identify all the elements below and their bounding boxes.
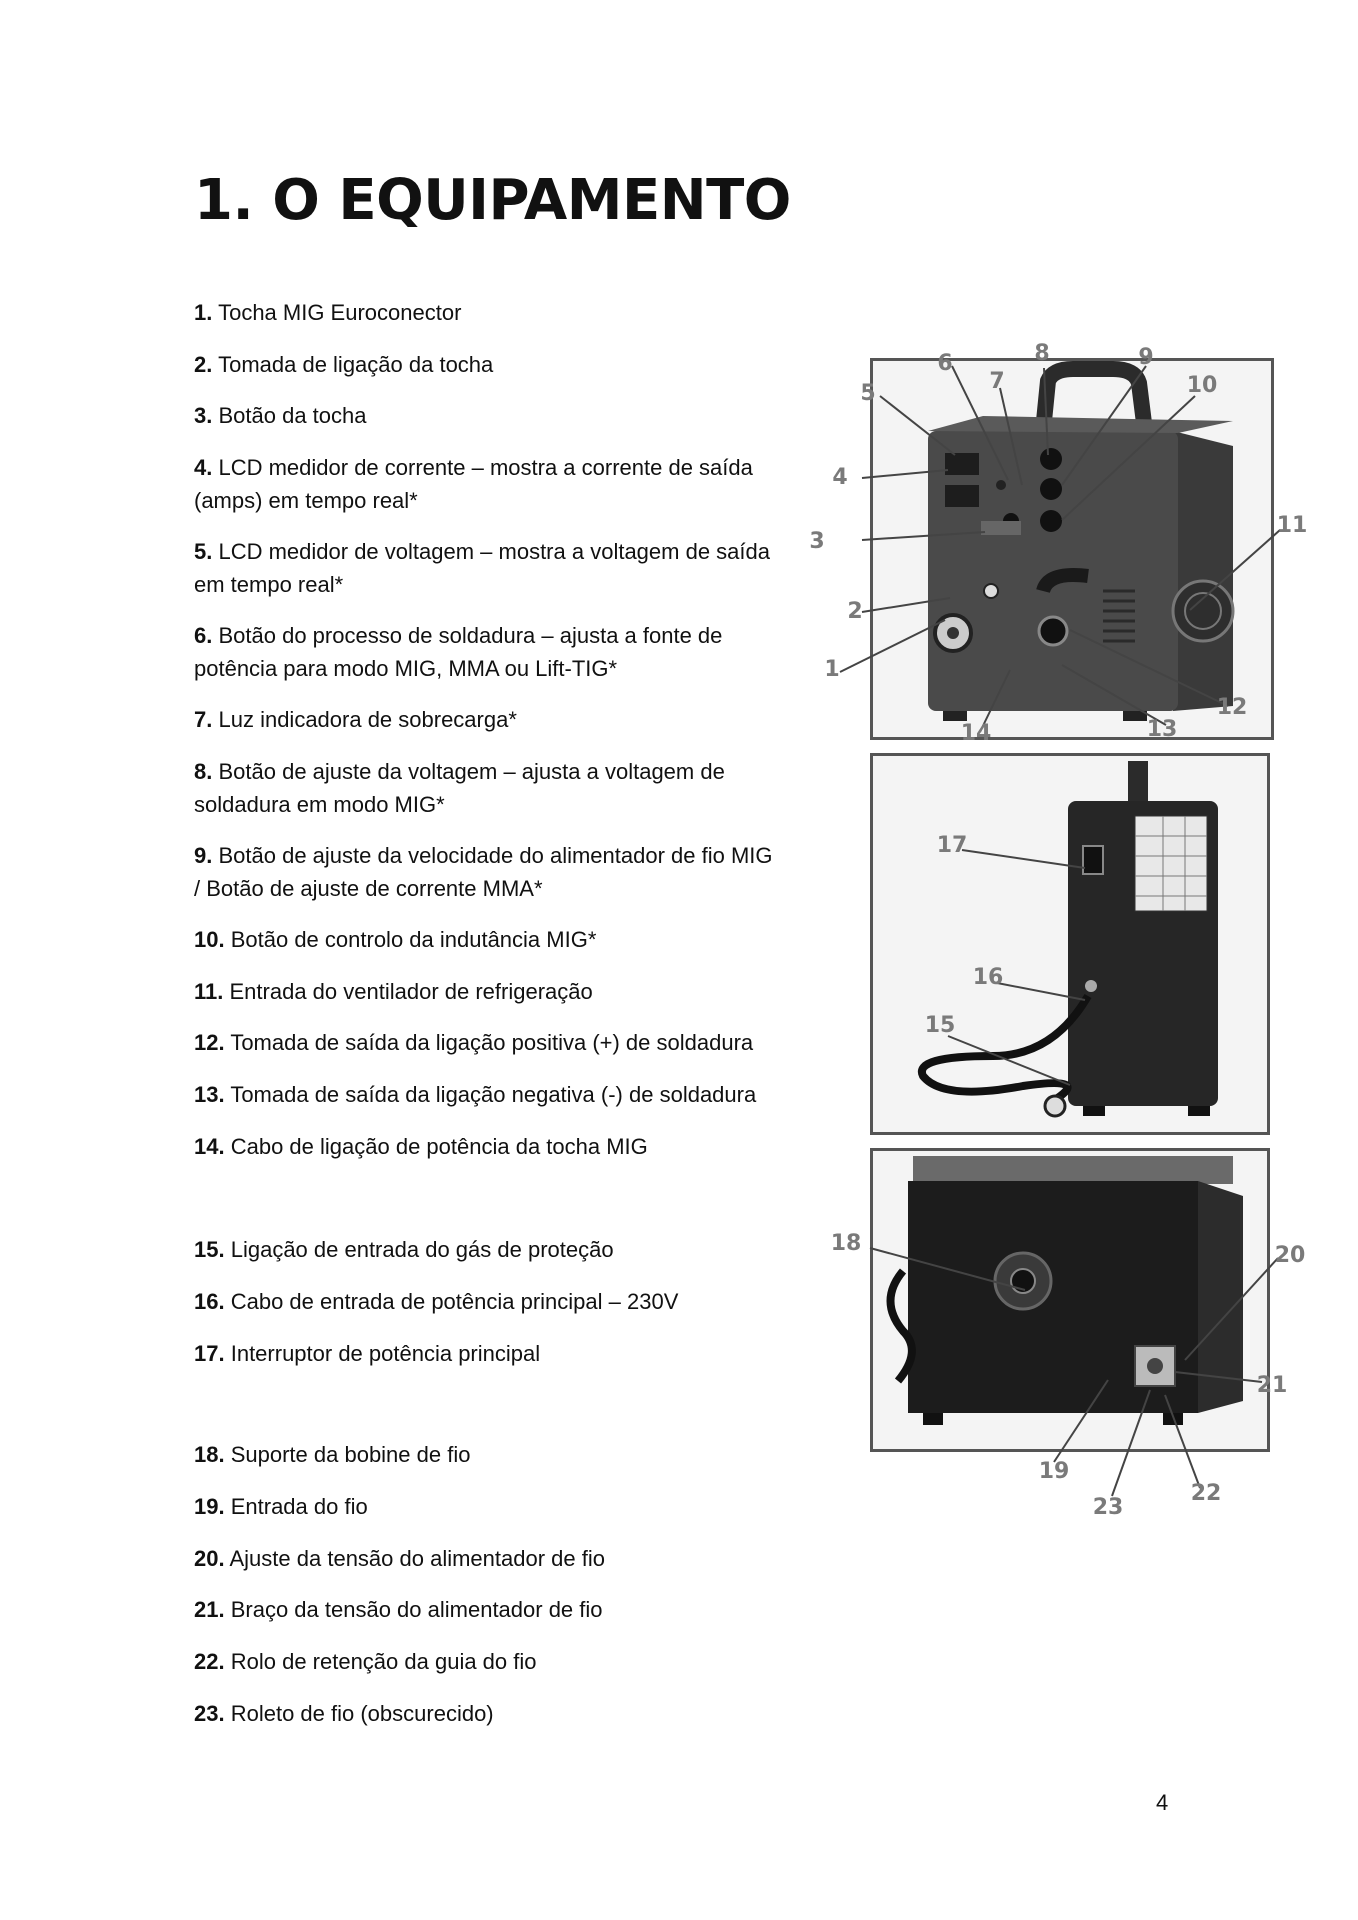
item-number: 5. (194, 539, 213, 564)
item-number: 8. (194, 759, 213, 784)
item-text: LCD medidor de voltagem – mostra a voltagem de saída em tempo real* (194, 539, 770, 597)
list-item (194, 923, 784, 956)
item-text: Tomada de saída da ligação positiva (+) de soldadura (230, 1030, 754, 1055)
list-item (194, 1233, 784, 1266)
item-number: 9. (194, 843, 213, 868)
item-text: Braço da tensão do alimentador de fio (230, 1597, 603, 1622)
item-number: 10. (194, 927, 225, 952)
callout-5: 5 (860, 381, 876, 406)
list-item (194, 703, 784, 736)
interior-view-illustration (873, 1151, 1267, 1449)
item-number: 11. (194, 979, 224, 1004)
list-item (194, 1593, 784, 1626)
rear-view-illustration (873, 756, 1267, 1132)
list-item (194, 399, 784, 432)
item-number: 6. (194, 623, 213, 648)
list-item (194, 1697, 784, 1730)
list-item (194, 1490, 784, 1523)
item-number: 18. (194, 1442, 225, 1467)
item-text: Cabo de ligação de potência da tocha MIG (230, 1134, 648, 1159)
item-number: 4. (194, 455, 213, 480)
item-text: Botão da tocha (218, 403, 367, 428)
item-text: Tomada de ligação da tocha (218, 352, 494, 377)
callout-16: 16 (972, 965, 1004, 990)
callout-15: 15 (924, 1013, 956, 1038)
item-number: 7. (194, 707, 213, 732)
list-item (194, 451, 784, 517)
page-number: 4 (1156, 1790, 1169, 1815)
callout-3: 3 (809, 529, 825, 554)
item-text: Suporte da bobine de fio (230, 1442, 471, 1467)
front-view-illustration (873, 361, 1271, 737)
list-item (194, 1285, 784, 1318)
item-text: Botão de ajuste da velocidade do alimentador de fio MIG / Botão de ajuste de corrente MMA* (194, 843, 773, 901)
page-title: 1. O EQUIPAMENTO (194, 168, 791, 233)
list-item (194, 1026, 784, 1059)
item-number: 14. (194, 1134, 225, 1159)
list-item (194, 535, 784, 601)
item-number: 2. (194, 352, 213, 377)
callout-9: 9 (1138, 345, 1154, 370)
callout-13: 13 (1146, 717, 1178, 742)
item-text: Botão de controlo da indutância MIG* (230, 927, 597, 952)
rear-view-figure (870, 753, 1270, 1135)
list-item (194, 619, 784, 685)
item-number: 3. (194, 403, 213, 428)
list-item (194, 296, 784, 329)
item-text: Rolo de retenção da guia do fio (230, 1649, 537, 1674)
item-text: Ajuste da tensão do alimentador de fio (229, 1546, 605, 1571)
item-text: Roleto de fio (obscurecido) (230, 1701, 494, 1726)
item-text: Botão de ajuste da voltagem – ajusta a voltagem de soldadura em modo MIG* (194, 759, 725, 817)
item-text: Interruptor de potência principal (230, 1341, 541, 1366)
front-view-figure (870, 358, 1274, 740)
item-text: Cabo de entrada de potência principal – 230V (230, 1289, 679, 1314)
item-number: 17. (194, 1341, 225, 1366)
item-number: 15. (194, 1237, 225, 1262)
callout-18: 18 (830, 1231, 862, 1256)
list-item (194, 348, 784, 381)
item-text: Luz indicadora de sobrecarga* (218, 707, 517, 732)
list-item (194, 1078, 784, 1111)
item-text: Entrada do fio (230, 1494, 368, 1519)
list-item (194, 1130, 784, 1163)
callout-1: 1 (824, 657, 840, 682)
list-item (194, 839, 784, 905)
item-number: 12. (194, 1030, 225, 1055)
interior-view-figure (870, 1148, 1270, 1452)
item-number: 21. (194, 1597, 225, 1622)
list-item (194, 755, 784, 821)
list-item (194, 1645, 784, 1678)
callout-2: 2 (847, 599, 863, 624)
callout-19: 19 (1038, 1459, 1070, 1484)
callout-23: 23 (1092, 1495, 1124, 1520)
callout-10: 10 (1186, 373, 1218, 398)
list-item (194, 975, 784, 1008)
callout-17: 17 (936, 833, 968, 858)
callout-6: 6 (937, 351, 953, 376)
item-number: 13. (194, 1082, 225, 1107)
callout-14: 14 (960, 721, 992, 746)
callout-7: 7 (989, 369, 1005, 394)
item-number: 1. (194, 300, 213, 325)
callout-11: 11 (1276, 513, 1308, 538)
item-text: Entrada do ventilador de refrigeração (229, 979, 593, 1004)
item-text: Ligação de entrada do gás de proteção (230, 1237, 614, 1262)
callout-12: 12 (1216, 695, 1248, 720)
callout-21: 21 (1256, 1373, 1288, 1398)
item-number: 20. (194, 1546, 225, 1571)
item-number: 23. (194, 1701, 225, 1726)
callout-4: 4 (832, 465, 848, 490)
list-item (194, 1542, 784, 1575)
item-text: LCD medidor de corrente – mostra a corrente de saída (amps) em tempo real* (194, 455, 753, 513)
callout-8: 8 (1034, 341, 1050, 366)
item-text: Tomada de saída da ligação negativa (-) de soldadura (230, 1082, 757, 1107)
callout-22: 22 (1190, 1481, 1222, 1506)
callout-20: 20 (1274, 1243, 1306, 1268)
list-item (194, 1337, 784, 1370)
item-text: Tocha MIG Euroconector (218, 300, 462, 325)
list-item (194, 1438, 784, 1471)
item-text: Botão do processo de soldadura – ajusta a fonte de potência para modo MIG, MMA ou Lift-TIG* (194, 623, 723, 681)
item-number: 19. (194, 1494, 225, 1519)
item-number: 22. (194, 1649, 225, 1674)
item-number: 16. (194, 1289, 225, 1314)
